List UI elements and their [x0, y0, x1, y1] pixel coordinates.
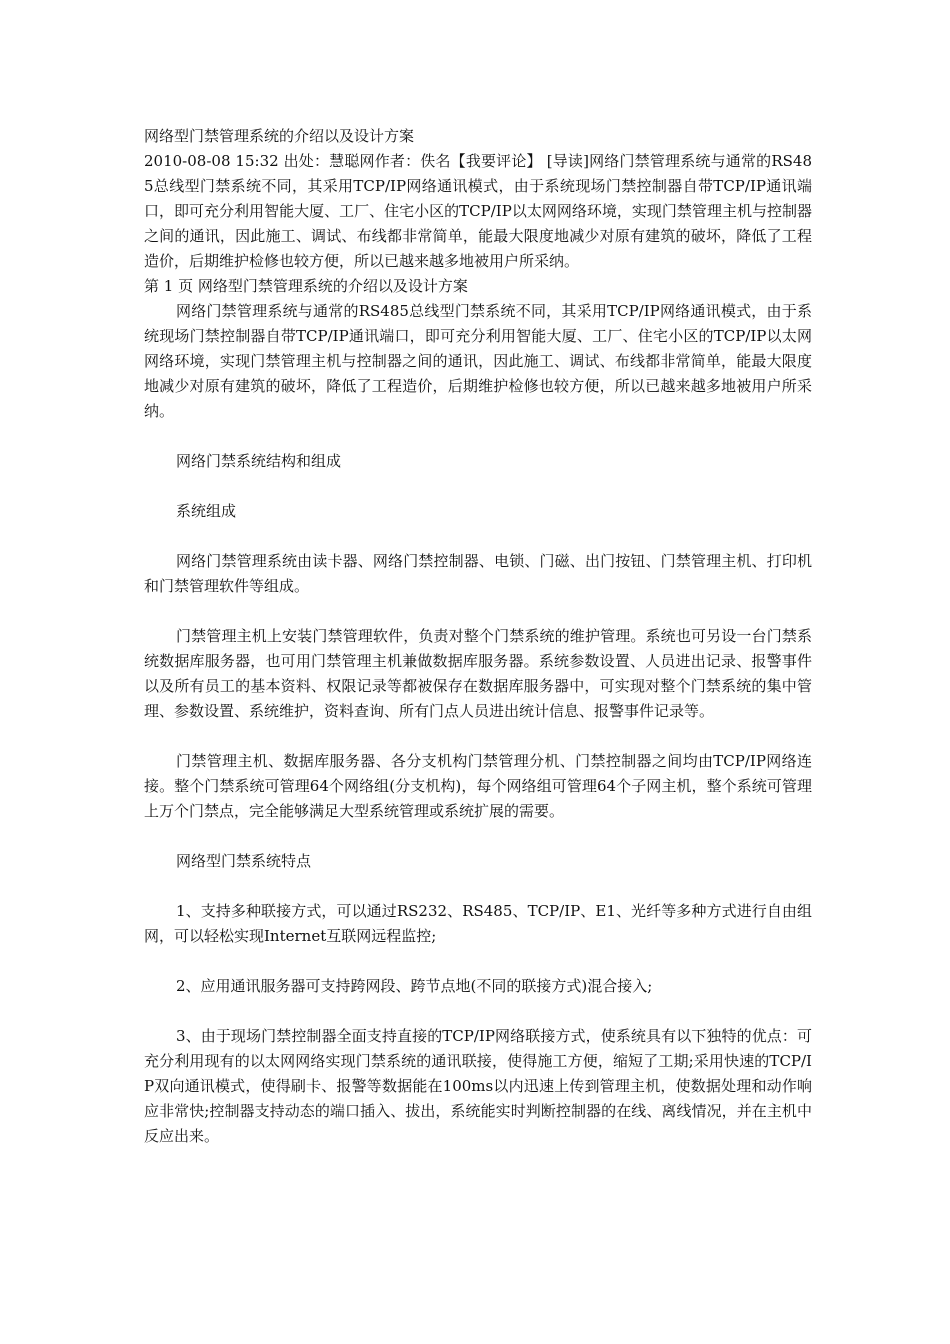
document-body: [144, 124, 812, 1149]
page-marker: 第 1 页 网络型门禁管理系统的介绍以及设计方案: [144, 277, 468, 295]
paragraph-composition: 网络门禁管理系统由读卡器、网络门禁控制器、电锁、门磁、出门按钮、门禁管理主机、打印机和门禁管理软件等组成。: [144, 552, 812, 595]
blank-line: [144, 599, 812, 624]
blank-line: [144, 424, 812, 449]
blank-line: [144, 724, 812, 749]
blank-line: [144, 999, 812, 1024]
blank-line: [144, 474, 812, 499]
intro-paragraph: 网络门禁管理系统与通常的RS485总线型门禁系统不同，其采用TCP/IP网络通讯模式，由于系统现场门禁控制器自带TCP/IP通讯端口，即可充分利用智能大厦、工厂、住宅小区的TCP/IP以太网网络环境，实现门禁管理主机与控制器之间的通讯，因此施工、调试、布线都非常简单，能最大限度地减少对原有建筑的破坏，降低了工程造价，后期维护检修也较方便，所以已越来越多地被用户所采纳。: [144, 302, 812, 420]
blank-line: [144, 524, 812, 549]
feature-item-2: 2、应用通讯服务器可支持跨网段、跨节点地(不同的联接方式)混合接入;: [176, 977, 653, 995]
blank-line: [144, 949, 812, 974]
section-heading-features: 网络型门禁系统特点: [176, 852, 312, 870]
subheading-composition: 系统组成: [176, 502, 237, 520]
feature-item-3: 3、由于现场门禁控制器全面支持直接的TCP/IP网络联接方式，使系统具有以下独特的优点：可充分利用现有的以太网网络实现门禁系统的通讯联接，使得施工方便，缩短了工期;采用快速的TCP/IP双向通讯模式，使得刷卡、报警等数据能在100ms以内迅速上传到管理主机，使数据处理和动作响应非常快;控制器支持动态的端口插入、拔出，系统能实时判断控制器的在线、离线情况，并在主机中反应出来。: [144, 1027, 812, 1145]
paragraph-management-host: 门禁管理主机上安装门禁管理软件，负责对整个门禁系统的维护管理。系统也可另设一台门禁系统数据库服务器，也可用门禁管理主机兼做数据库服务器。系统参数设置、人员进出记录、报警事件以及所有员工的基本资料、权限记录等都被保存在数据库服务器中，可实现对整个门禁系统的集中管理、参数设置、系统维护，资料查询、所有门点人员进出统计信息、报警事件记录等。: [144, 627, 812, 720]
document-title: 网络型门禁管理系统的介绍以及设计方案: [144, 127, 415, 145]
blank-line: [144, 824, 812, 849]
blank-line: [144, 874, 812, 899]
feature-item-1: 1、支持多种联接方式，可以通过RS232、RS485、TCP/IP、E1、光纤等多种方式进行自由组网，可以轻松实现Internet互联网远程监控;: [144, 902, 812, 945]
paragraph-network-connection: 门禁管理主机、数据库服务器、各分支机构门禁管理分机、门禁控制器之间均由TCP/IP网络连接。整个门禁系统可管理64个网络组(分支机构)，每个网络组可管理64个子网主机，整个系统可管理上万个门禁点，完全能够满足大型系统管理或系统扩展的需要。: [144, 752, 812, 820]
section-heading-structure: 网络门禁系统结构和组成: [176, 452, 342, 470]
meta-line: 2010-08-08 15:32 出处：慧聪网作者：佚名【我要评论】 [导读]网络门禁管理系统与通常的RS485总线型门禁系统不同，其采用TCP/IP网络通讯模式，由于系统现场门禁控制器自带TCP/IP通讯端口，即可充分利用智能大厦、工厂、住宅小区的TCP/IP以太网网络环境，实现门禁管理主机与控制器之间的通讯，因此施工、调试、布线都非常简单，能最大限度地减少对原有建筑的破坏，降低了工程造价，后期维护检修也较方便，所以已越来越多地被用户所采纳。: [144, 152, 812, 270]
